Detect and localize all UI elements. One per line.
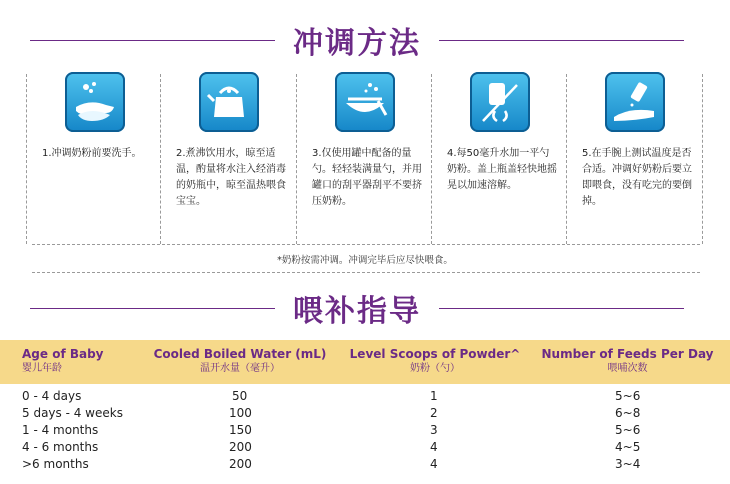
table-row <box>0 422 730 439</box>
header-age-en: Age of Baby <box>22 347 104 361</box>
note-divider-bottom <box>32 272 700 273</box>
cell-age: 4 - 6 months <box>22 440 99 454</box>
section-title-preparation <box>0 18 730 62</box>
step-2 <box>170 72 288 210</box>
title-rule-right <box>439 308 684 309</box>
step-divider <box>26 74 27 244</box>
preparation-heading: 冲调方法 <box>293 26 421 61</box>
cell-water: 50 <box>232 389 248 403</box>
cell-water: 200 <box>229 440 252 454</box>
section-title-feeding-guide <box>0 286 730 330</box>
cell-water: 200 <box>229 457 252 471</box>
note-divider-top <box>32 244 700 245</box>
cell-feeds: 5~6 <box>615 423 641 437</box>
header-feeds <box>535 347 720 376</box>
table-row <box>0 388 730 405</box>
header-age-cn: 婴儿年龄 <box>22 363 62 374</box>
wrist-test-icon <box>605 72 665 132</box>
hand-wash-icon <box>65 72 125 132</box>
header-scoops-cn: 奶粉（勺） <box>410 363 460 374</box>
table-row <box>0 405 730 422</box>
cell-scoops: 2 <box>430 406 438 420</box>
step-2-text: 2.煮沸饮用水，晾至适温，酌量将水注入经消毒的奶瓶中，晾至温热喂食宝宝。 <box>176 148 286 207</box>
cell-scoops: 4 <box>430 440 438 454</box>
cell-feeds: 4~5 <box>615 440 641 454</box>
title-rule-right <box>439 40 684 41</box>
cell-age: >6 months <box>22 457 89 471</box>
preparation-steps <box>26 64 706 244</box>
cell-water: 150 <box>229 423 252 437</box>
title-rule-left <box>30 308 275 309</box>
cell-age: 5 days - 4 weeks <box>22 406 123 420</box>
cell-scoops: 3 <box>430 423 438 437</box>
step-divider <box>702 74 703 244</box>
feeding-table-header <box>0 340 730 384</box>
step-divider <box>566 74 567 244</box>
step-5-text: 5.在手腕上测试温度是否合适。冲调好奶粉后要立即喂食，没有吃完的要倒掉。 <box>582 148 692 207</box>
cell-feeds: 6~8 <box>615 406 641 420</box>
cell-feeds: 5~6 <box>615 389 641 403</box>
step-1 <box>36 72 154 162</box>
step-1-text: 1.冲调奶粉前要洗手。 <box>42 148 142 159</box>
cell-age: 1 - 4 months <box>22 423 99 437</box>
header-water <box>150 347 330 376</box>
bottle-shake-icon <box>470 72 530 132</box>
cell-scoops: 1 <box>430 389 438 403</box>
table-row <box>0 456 730 473</box>
step-divider <box>160 74 161 244</box>
title-rule-left <box>30 40 275 41</box>
header-scoops-en: Level Scoops of Powder^ <box>349 347 521 361</box>
step-5 <box>576 72 694 210</box>
header-scoops <box>340 347 530 376</box>
header-water-cn: 温开水量（毫升） <box>200 363 280 374</box>
scoop-powder-icon <box>335 72 395 132</box>
step-4 <box>441 72 559 194</box>
feeding-table-body <box>0 388 730 473</box>
step-4-text: 4.每50毫升水加一平勺奶粉。盖上瓶盖轻快地摇晃以加速溶解。 <box>447 148 557 191</box>
step-3-text: 3.仅使用罐中配备的量勺。轻轻装满量勺，并用罐口的刮平器刮平不要挤压奶粉。 <box>312 148 422 207</box>
header-feeds-en: Number of Feeds Per Day <box>541 347 714 361</box>
preparation-note: *奶粉按需冲调。冲调完毕后应尽快喂食。 <box>277 255 453 266</box>
table-row <box>0 439 730 456</box>
step-divider <box>431 74 432 244</box>
step-divider <box>296 74 297 244</box>
header-feeds-cn: 喂哺次数 <box>607 363 648 374</box>
cell-age: 0 - 4 days <box>22 389 82 403</box>
feeding-guide-heading: 喂补指导 <box>293 294 421 329</box>
kettle-icon <box>199 72 259 132</box>
header-age <box>22 347 104 376</box>
cell-water: 100 <box>229 406 252 420</box>
header-water-en: Cooled Boiled Water (mL) <box>153 347 327 361</box>
cell-feeds: 3~4 <box>615 457 641 471</box>
cell-scoops: 4 <box>430 457 438 471</box>
step-3 <box>306 72 424 210</box>
